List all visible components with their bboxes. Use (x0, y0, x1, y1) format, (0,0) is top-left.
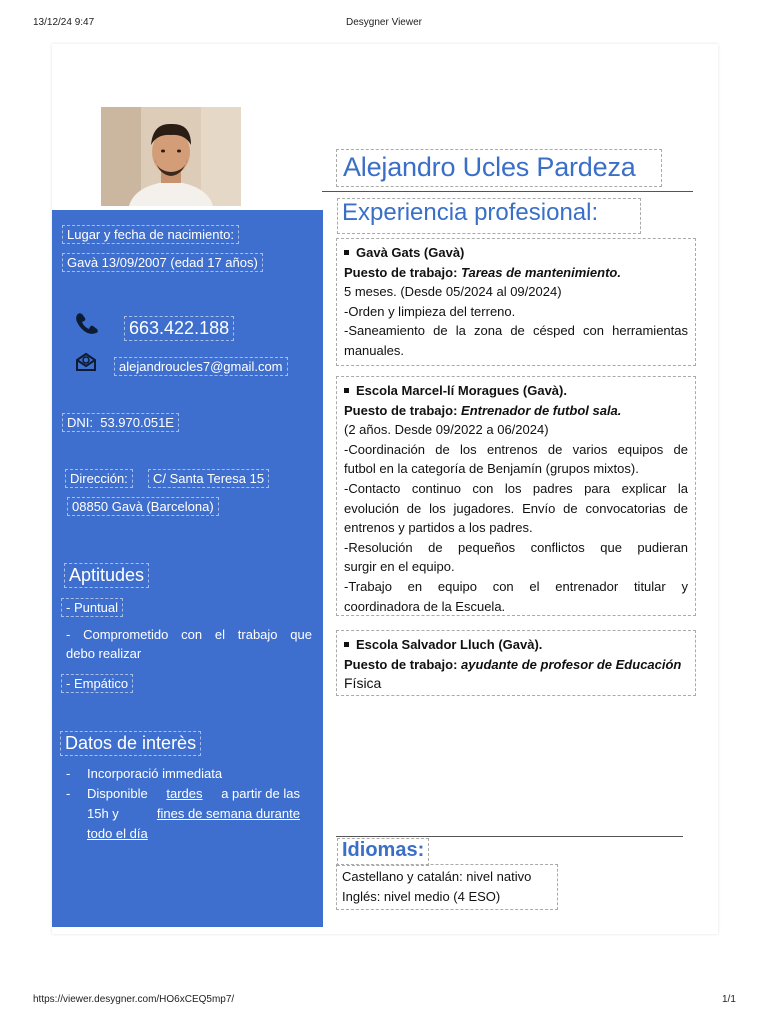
job-line: -Resolución de pequeños conflictos que pudieran (344, 539, 688, 555)
job-line: coordinadora de la Escuela. (344, 598, 506, 614)
job-line: -Saneamiento de la zona de césped con herramientas (344, 323, 688, 339)
job-line: 5 meses. (Desde 05/2024 al 09/2024) (344, 284, 562, 300)
job-line: entrenos y partidos a los padres. (344, 520, 533, 536)
bullet-icon (344, 250, 349, 255)
skill-item: - Empático (61, 674, 133, 693)
interest-item (87, 786, 300, 801)
interest-text: fines de semana durante (156, 806, 300, 821)
job-company: Escola Marcel-lí Moragues (Gavà). (344, 381, 688, 401)
phone-number: 663.422.188 (124, 316, 234, 341)
print-datetime: 13/12/24 9:47 (33, 17, 95, 28)
job-line: -Orden y limpieza del terreno. (344, 303, 516, 319)
job-position: Puesto de trabajo: Entrenador de futbol sala. (344, 402, 622, 418)
interest-text: Disponible (87, 786, 148, 801)
job-entry (336, 376, 696, 616)
job-line: manuales. (344, 342, 404, 358)
job-position: Puesto de trabajo: ayudante de profesor de Educación (344, 656, 682, 672)
job-line: -Coordinación de los entrenos de varios equipos de (344, 441, 688, 457)
birth-label: Lugar y fecha de nacimiento: (62, 225, 239, 244)
job-line: futbol en la categoría de Benjamín (grupos mixtos). (344, 461, 639, 477)
language-line: Inglés: nivel medio (4 ESO) (342, 889, 501, 904)
candidate-name: Alejandro Ucles Pardeza (336, 149, 662, 187)
experience-title: Experiencia profesional: (337, 198, 641, 234)
skill-item: - Comprometido con el trabajo que (66, 627, 312, 642)
languages-rule (336, 836, 683, 837)
job-entry (336, 238, 696, 366)
job-line: Física (344, 675, 382, 692)
email-address: alejandroucles7@gmail.com (114, 357, 288, 376)
interest-item-cont: todo el día (87, 826, 148, 841)
interest-title: Datos de interès (60, 731, 201, 756)
interest-item-cont (87, 806, 300, 821)
interest-dash: - (66, 786, 71, 801)
mail-icon (75, 352, 97, 377)
print-url: https://viewer.desygner.com/HO6xCEQ5mp7/ (33, 994, 235, 1005)
address-street: C/ Santa Teresa 15 (148, 469, 269, 488)
print-page-count: 1/1 (722, 994, 736, 1005)
job-company: Gavà Gats (Gavà) (344, 243, 688, 263)
job-entry (336, 630, 696, 696)
interest-text: tardes (166, 786, 203, 801)
interest-item: Incorporació immediata (87, 766, 223, 781)
skill-item: - Puntual (61, 598, 123, 617)
profile-photo (101, 107, 241, 206)
name-underline (322, 191, 693, 192)
languages-block (336, 864, 558, 910)
job-line: -Trabajo en equipo con el entrenador titular y (344, 578, 688, 594)
bullet-icon (344, 388, 349, 393)
skill-item-cont: debo realizar (66, 646, 142, 661)
language-line: Castellano y catalán: nivel nativo (342, 869, 532, 884)
job-company: Escola Salvador Lluch (Gavà). (344, 635, 688, 655)
print-title: Desygner Viewer (346, 17, 422, 28)
job-line: surgir en el equipo. (344, 559, 455, 575)
interest-dash: - (66, 766, 71, 781)
interest-text: 15h y (87, 806, 119, 821)
address-label: Dirección: (65, 469, 133, 488)
address-city: 08850 Gavà (Barcelona) (67, 497, 219, 516)
job-position: Puesto de trabajo: Tareas de mantenimiento. (344, 264, 621, 280)
job-line: evolución de los jugadores. Envío de convocatorias de (344, 500, 688, 516)
languages-title: Idiomas: (337, 838, 429, 866)
interest-text: a partir de las (221, 786, 300, 801)
job-line: (2 años. Desde 09/2022 a 06/2024) (344, 422, 549, 438)
bullet-icon (344, 642, 349, 647)
job-line: -Contacto continuo con los padres para explicar la (344, 480, 688, 496)
skills-title: Aptitudes (64, 563, 149, 588)
dni-value: 53.970.051E (100, 415, 174, 430)
dni-label: DNI: (67, 415, 93, 430)
dni-row (62, 413, 179, 432)
birth-value: Gavà 13/09/2007 (edad 17 años) (62, 253, 263, 272)
phone-icon (74, 311, 100, 340)
